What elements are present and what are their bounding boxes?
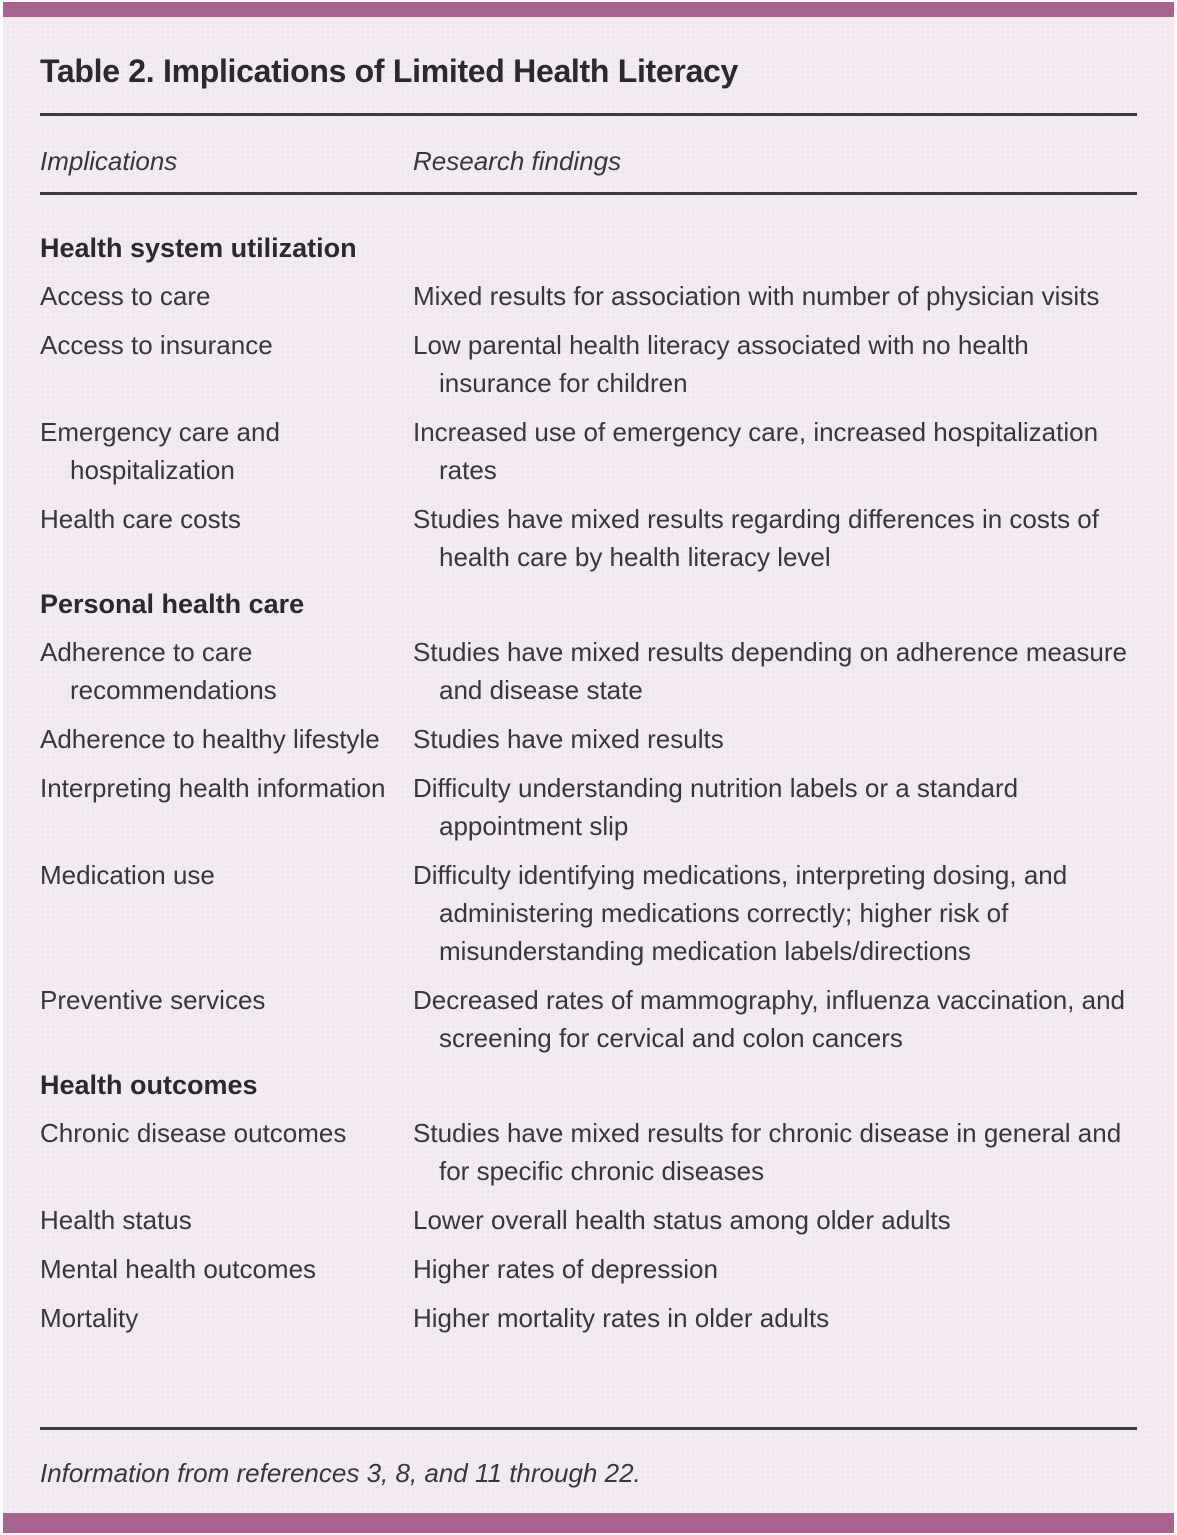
- footer-rule: [40, 1427, 1137, 1430]
- implication-cell: Adherence to healthy lifestyle: [40, 724, 380, 754]
- implication-cell: Mortality: [40, 1303, 139, 1333]
- section-heading: Health system utilization: [40, 233, 357, 263]
- section-health-system-utilization: [40, 231, 1137, 576]
- table-row: [40, 1299, 1137, 1337]
- implication-cell: Health care costs: [40, 504, 241, 534]
- table-row: [40, 1250, 1137, 1288]
- finding-cell: Difficulty identifying medications, interpreting dosing, and administering medications correctly; higher risk of misunderstanding medication labels/directions: [413, 860, 1068, 966]
- table-row: [40, 769, 1137, 845]
- table-row: [40, 277, 1137, 315]
- finding-cell: Difficulty understanding nutrition labels or a standard appointment slip: [413, 773, 1019, 841]
- section-health-outcomes: [40, 1068, 1137, 1337]
- finding-cell: Higher mortality rates in older adults: [413, 1303, 830, 1333]
- finding-cell: Decreased rates of mammography, influenza vaccination, and screening for cervical and colon cancers: [413, 985, 1126, 1053]
- top-accent-bar: [3, 2, 1174, 17]
- implication-cell: Health status: [40, 1205, 192, 1235]
- finding-cell: Lower overall health status among older adults: [413, 1205, 951, 1235]
- bottom-accent-bar: [3, 1513, 1174, 1533]
- table-row: [40, 413, 1137, 489]
- table-row: [40, 1201, 1137, 1239]
- page-title: Table 2. Implications of Limited Health Literacy: [40, 53, 739, 89]
- finding-cell: Studies have mixed results depending on adherence measure and disease state: [413, 637, 1128, 705]
- table-row: [40, 720, 1137, 758]
- implication-cell: Access to insurance: [40, 330, 273, 360]
- finding-cell: Mixed results for association with number of physician visits: [413, 281, 1100, 311]
- implication-cell: Interpreting health information: [40, 773, 386, 803]
- footnote: Information from references 3, 8, and 11 through 22.: [40, 1458, 641, 1488]
- table-panel: [3, 2, 1174, 1533]
- finding-cell: Studies have mixed results for chronic disease in general and for specific chronic diseases: [413, 1118, 1122, 1186]
- finding-cell: Low parental health literacy associated with no health insurance for children: [413, 330, 1029, 398]
- column-header-implications: Implications: [40, 146, 178, 176]
- implication-cell: Preventive services: [40, 985, 266, 1015]
- implication-cell: Mental health outcomes: [40, 1254, 317, 1284]
- implication-cell: Adherence to care recommendations: [40, 637, 277, 705]
- section-heading: Health outcomes: [40, 1070, 258, 1100]
- section-personal-health-care: [40, 587, 1137, 1057]
- header-rule-top: [40, 113, 1137, 116]
- implication-cell: Access to care: [40, 281, 211, 311]
- header-rule-bottom: [40, 192, 1137, 195]
- table-row: [40, 633, 1137, 709]
- finding-cell: Higher rates of depression: [413, 1254, 718, 1284]
- implication-cell: Emergency care and hospitalization: [40, 417, 280, 485]
- table-row: [40, 500, 1137, 576]
- finding-cell: Studies have mixed results regarding differences in costs of health care by health literacy level: [413, 504, 1099, 572]
- finding-cell: Increased use of emergency care, increased hospitalization rates: [413, 417, 1099, 485]
- column-header-findings: Research findings: [413, 146, 622, 176]
- finding-cell: Studies have mixed results: [413, 724, 724, 754]
- implication-cell: Chronic disease outcomes: [40, 1118, 347, 1148]
- table-row: [40, 981, 1137, 1057]
- table-row: [40, 1114, 1137, 1190]
- column-header-row: [40, 144, 1137, 178]
- table-row: [40, 856, 1137, 970]
- table-footer: [40, 1427, 1137, 1492]
- table-content: [3, 17, 1174, 1348]
- implication-cell: Medication use: [40, 860, 215, 890]
- table-row: [40, 326, 1137, 402]
- section-heading: Personal health care: [40, 589, 305, 619]
